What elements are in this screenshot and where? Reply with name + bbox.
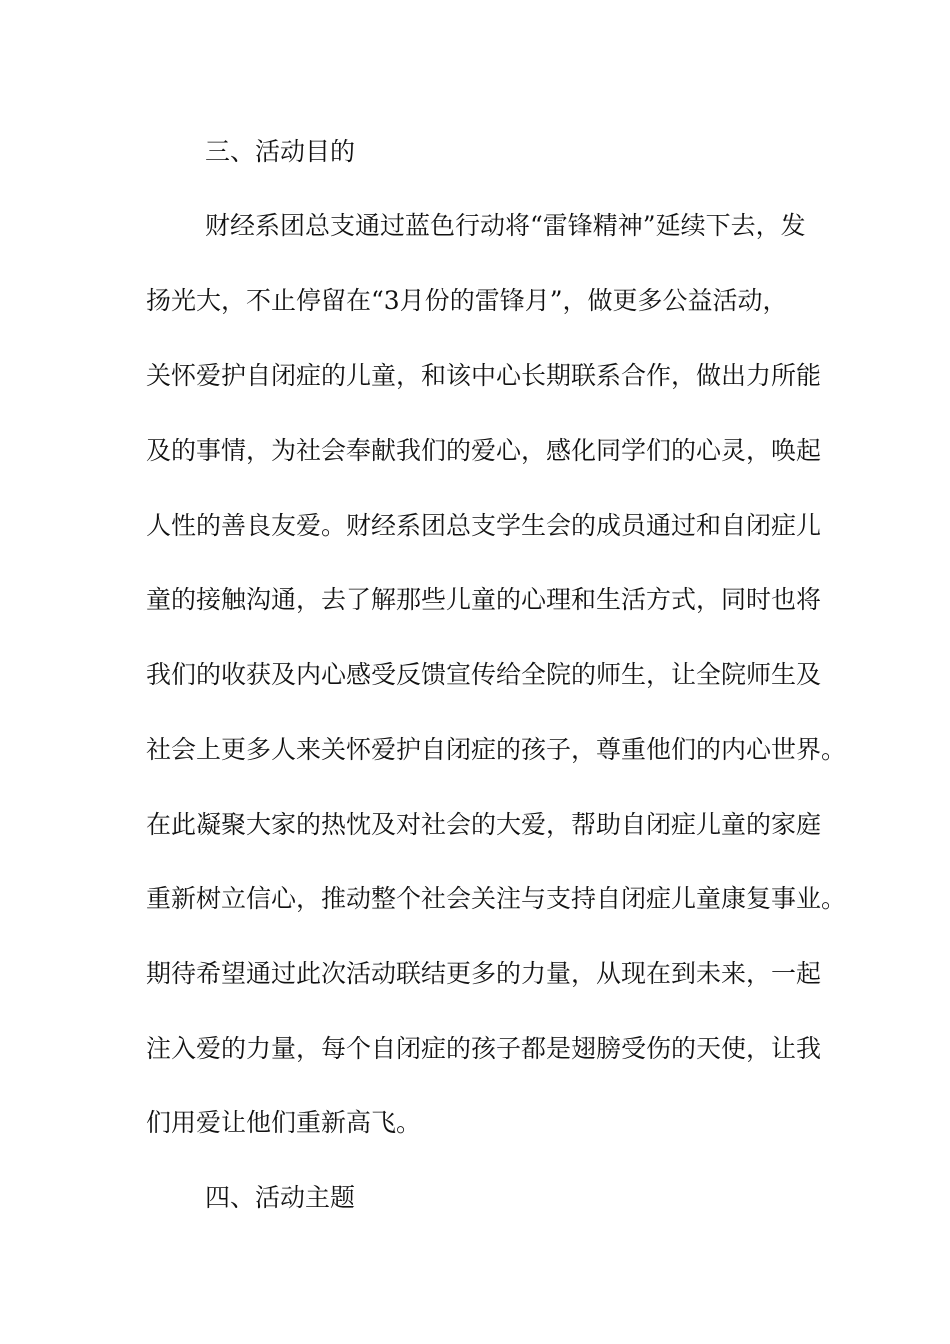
section-4-heading: 四、活动主题 <box>205 1183 356 1212</box>
paragraph-line-2: 扬光大，不止停留在“3月份的雷锋月”，做更多公益活动， <box>146 286 788 315</box>
paragraph-line-12: 注入爱的力量，每个自闭症的孩子都是翅膀受伤的天使，让我 <box>146 1034 822 1063</box>
paragraph-line-1: 财经系团总支通过蓝色行动将“雷锋精神”延续下去，发 <box>205 211 806 240</box>
paragraph-line-5: 人性的善良友爱。财经系团总支学生会的成员通过和自闭症儿 <box>146 511 822 540</box>
paragraph-line-9: 在此凝聚大家的热忱及对社会的大爱，帮助自闭症儿童的家庭 <box>146 810 822 839</box>
paragraph-line-4: 及的事情，为社会奉献我们的爱心，感化同学们的心灵，唤起 <box>146 436 822 465</box>
paragraph-line-8: 社会上更多人来关怀爱护自闭症的孩子，尊重他们的内心世界。 <box>146 735 847 764</box>
paragraph-line-10: 重新树立信心，推动整个社会关注与支持自闭症儿童康复事业。 <box>146 884 847 913</box>
paragraph-line-7: 我们的收获及内心感受反馈宣传给全院的师生，让全院师生及 <box>146 660 822 689</box>
paragraph-line-13: 们用爱让他们重新高飞。 <box>146 1108 422 1137</box>
paragraph-line-3: 关怀爱护自闭症的儿童，和该中心长期联系合作，做出力所能 <box>146 361 822 390</box>
paragraph-line-6: 童的接触沟通，去了解那些儿童的心理和生活方式，同时也将 <box>146 585 822 614</box>
paragraph-line-11: 期待希望通过此次活动联结更多的力量，从现在到未来，一起 <box>146 959 822 988</box>
section-3-heading: 三、活动目的 <box>205 137 356 166</box>
